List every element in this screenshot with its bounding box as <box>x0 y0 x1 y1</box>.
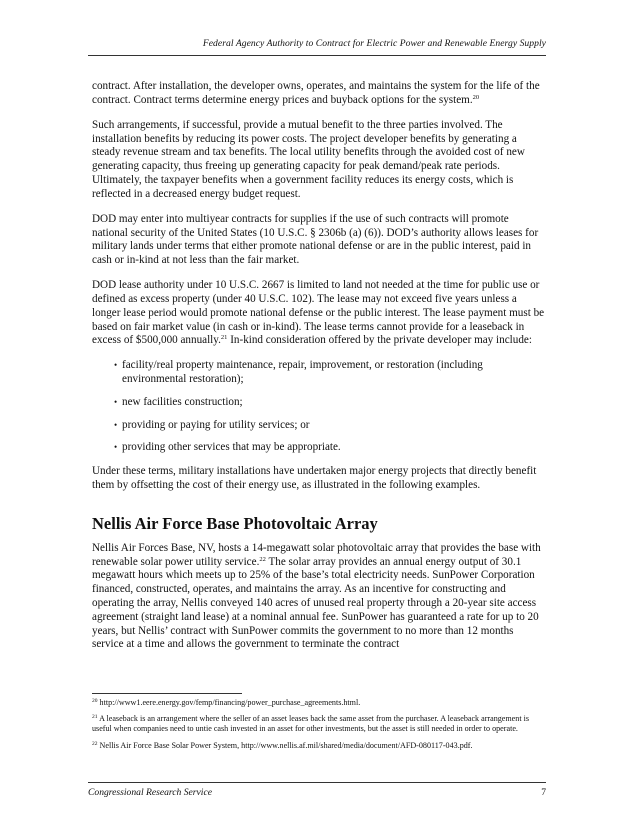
list-item: • new facilities construction; <box>114 395 243 408</box>
footer-source: Congressional Research Service <box>88 787 212 798</box>
paragraph-contract-terms: contract. After installation, the developer owns, operates, and maintains the system for the life of the contract. Contract terms determine energy prices and buyback options for the system.$^{20}$ <box>92 80 540 106</box>
footnote-divider <box>92 693 242 694</box>
header-divider <box>88 55 546 56</box>
footnote-21: $^{21}$ A leaseback is an arrangement where the seller of an asset leases back the same asset from the purchaser. A leaseback arrangement is useful when companies need to untie cash invested in an asset for other investments, but the asset is still needed in order to operate. <box>92 714 529 734</box>
footer-divider <box>88 782 546 783</box>
paragraph-nellis-array: Nellis Air Forces Base, NV, hosts a 14-megawatt solar photovoltaic array that provides the base with renewable solar power utility service.$^{22}$ The solar array provides an annual energy output of 30.1 megawatt hours which meets up to 25% of the base’s total electricity needs. SunPower Corporation financed, constructed, operates, and maintains the array. As an incentive for constructing and operating the array, Nellis conveyed 140 acres of unused real property through a 20-year site access agreement (straight land lease) at a nominal annual fee. SunPower has guaranteed a rate for up to 20 years, but Nellis’ contract with SunPower commits the government to no more than 12 months service at a time and allows the government to terminate the contract <box>92 541 541 651</box>
footnote-22: $^{22}$ Nellis Air Force Base Solar Power System, http://www.nellis.af.mil/shared/media/document/AFD-080117-043.pdf. <box>92 740 473 750</box>
footnote-ref-22[interactable]: 22 <box>259 555 266 563</box>
page-number: 7 <box>541 787 546 798</box>
paragraph-lease-authority: DOD lease authority under 10 U.S.C. 2667 is limited to land not needed at the time for public use or defined as excess property (under 40 U.S.C. 102). The lease may not exceed five years unless a longer lease period would promote national defense or the public interest. The lease payment must be based on fair market value (in cash or in-kind). The lease terms cannot provide for a leaseback in excess of $500,000 annually.$^{21}$ In-kind consideration offered by the private developer may include: <box>92 279 545 347</box>
paragraph-military-projects: Under these terms, military installations have undertaken major energy projects that directly benefit them by offsetting the cost of their energy use, as illustrated in the following examples. <box>92 465 537 492</box>
paragraph-dod-multiyear: DOD may enter into multiyear contracts for supplies if the use of such contracts will promote national security of the United States (10 U.S.C. § 2306b (a) (6)). DOD’s authority allows leases for military lands under terms that either promote national defense or are in the public interest, paid in cash or in-kind at not less than the fair market. <box>92 212 539 267</box>
footnotes <box>92 698 546 757</box>
footnote-ref-20[interactable]: 20 <box>472 93 480 101</box>
running-header: Federal Agency Authority to Contract for Electric Power and Renewable Energy Supply <box>202 38 546 49</box>
list-item: • facility/real property maintenance, repair, improvement, or restoration (including environmental restoration); <box>114 359 483 386</box>
paragraph-mutual-benefit: Such arrangements, if successful, provide a mutual benefit to the three parties involved. The installation benefits by reducing its power costs. The project developer benefits by generating a steady revenue stream and tax benefits. The local utility benefits through the avoided cost of new generating capacity, thus freeing up generating capacity for peak demand/peak rate periods. Ultimately, the taxpayer benefits when a government facility reduces its energy costs, which is reflected in a decreased energy budget request. <box>92 118 525 200</box>
footnote-ref-21[interactable]: 21 <box>220 334 228 342</box>
bullet-icon: • <box>114 396 118 407</box>
in-kind-consideration-list <box>92 359 546 455</box>
page-body <box>92 80 546 663</box>
bullet-icon: • <box>114 360 118 371</box>
list-item: • providing other services that may be appropriate. <box>114 441 341 454</box>
bullet-icon: • <box>114 442 118 453</box>
footnote-20: $^{20}$ http://www1.eere.energy.gov/femp/financing/power_purchase_agreements.html. <box>92 698 361 707</box>
list-item: • providing or paying for utility services; or <box>114 418 310 431</box>
section-heading: Nellis Air Force Base Photovoltaic Array <box>92 513 378 533</box>
bullet-icon: • <box>114 419 118 430</box>
